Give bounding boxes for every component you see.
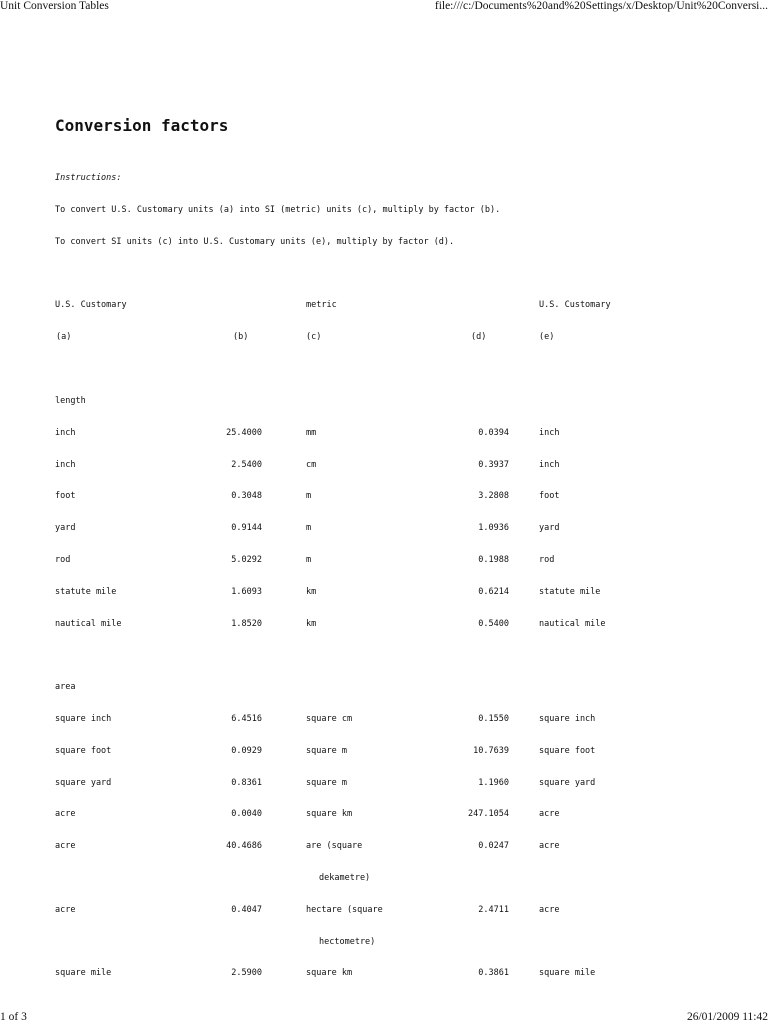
table-cell-a: square yard [55,778,112,788]
table-cell-c: square cm [306,714,353,724]
table-cell-c: km [306,619,317,629]
table-cell-e: square foot [539,746,596,756]
table-cell-d: 0.0247 [478,841,509,851]
table-cell-b: 5.0292 [231,555,262,565]
table-cell-d: 0.1988 [478,555,509,565]
table-cell-c: m [306,555,312,565]
table-cell-d: 0.5400 [478,619,509,629]
table-cell-d: 10.7639 [473,746,509,756]
table-cell-b: 0.9144 [231,523,262,533]
table-cell-a: inch [55,428,76,438]
table-cell-a: acre [55,905,76,915]
table-cell-c: m [306,523,312,533]
table-cell-c: cm [306,460,317,470]
table-cell-a: rod [55,555,71,565]
table-cell-e: rod [539,555,555,565]
page-title: Unit Conversion Tables [0,0,109,12]
table-cell-e: square inch [539,714,596,724]
print-footer [0,1010,768,1024]
table-cell-d: 2.4711 [478,905,509,915]
instruction-text: To convert SI units (c) into U.S. Customary units (e), multiply by factor (d). [55,237,455,247]
table-cell-d: 0.0394 [478,428,509,438]
table-cell-c: square km [306,968,353,978]
table-cell-a: statute mile [55,587,117,597]
table-cell-a: square mile [55,968,112,978]
table-cell-c-wrap: dekametre) [319,873,371,883]
table-cell-c: hectare (square [306,905,383,915]
table-cell-b: 25.4000 [226,428,262,438]
table-cell-b: 2.5900 [231,968,262,978]
table-cell-e: nautical mile [539,619,606,629]
table-cell-d: 247.1054 [468,809,509,819]
header-col-d: (d) [471,332,487,342]
header-col-a: (a) [56,332,72,342]
table-cell-d: 1.1960 [478,778,509,788]
table-cell-e: square mile [539,968,596,978]
table-cell-c: km [306,587,317,597]
page-url: file:///c:/Documents%20and%20Settings/x/Desktop/Unit%20Conversi... [434,0,768,12]
table-cell-e: acre [539,841,560,851]
table-cell-b: 6.4516 [231,714,262,724]
table-cell-b: 1.8520 [231,619,262,629]
table-cell-a: acre [55,841,76,851]
table-cell-e: yard [539,523,560,533]
header-metric-c: metric [306,300,337,310]
table-cell-a: nautical mile [55,619,122,629]
table-cell-a: acre [55,809,76,819]
table-cell-a: inch [55,460,76,470]
table-cell-c: m [306,491,312,501]
table-cell-b: 0.3048 [231,491,262,501]
table-cell-b: 2.5400 [231,460,262,470]
section-heading: area [55,682,76,692]
instructions-label: Instructions: [55,173,122,183]
table-cell-b: 0.4047 [231,905,262,915]
table-cell-b: 0.0929 [231,746,262,756]
table-cell-c: are (square [306,841,363,851]
table-cell-e: statute mile [539,587,601,597]
table-cell-a: foot [55,491,76,501]
header-col-c: (c) [306,332,322,342]
table-cell-e: inch [539,428,560,438]
table-cell-c: square km [306,809,353,819]
header-col-b: (b) [233,332,249,342]
table-cell-c: square m [306,778,347,788]
table-cell-d: 1.0936 [478,523,509,533]
table-cell-d: 3.2808 [478,491,509,501]
document-title: Conversion factors [55,116,229,135]
table-cell-a: yard [55,523,76,533]
table-cell-d: 0.6214 [478,587,509,597]
table-cell-b: 1.6093 [231,587,262,597]
table-cell-b: 0.8361 [231,778,262,788]
table-cell-b: 40.4686 [226,841,262,851]
table-cell-d: 0.1550 [478,714,509,724]
table-cell-e: inch [539,460,560,470]
table-cell-e: acre [539,905,560,915]
print-datetime: 26/01/2009 11:42 [686,1011,768,1023]
instruction-text: To convert U.S. Customary units (a) into SI (metric) units (c), multiply by factor (b). [55,205,501,215]
table-cell-e: square yard [539,778,596,788]
table-cell-a: square inch [55,714,112,724]
header-col-e: (e) [539,332,555,342]
table-cell-c-wrap: hectometre) [319,937,376,947]
table-cell-b: 0.0040 [231,809,262,819]
table-cell-d: 0.3937 [478,460,509,470]
page-number: 1 of 3 [0,1011,27,1023]
table-cell-c: square m [306,746,347,756]
header-us-customary-a: U.S. Customary [55,300,127,310]
table-cell-a: square foot [55,746,112,756]
header-us-customary-e: U.S. Customary [539,300,611,310]
table-cell-d: 0.3861 [478,968,509,978]
table-cell-e: foot [539,491,560,501]
table-cell-e: acre [539,809,560,819]
section-heading: length [55,396,86,406]
table-cell-c: mm [306,428,317,438]
